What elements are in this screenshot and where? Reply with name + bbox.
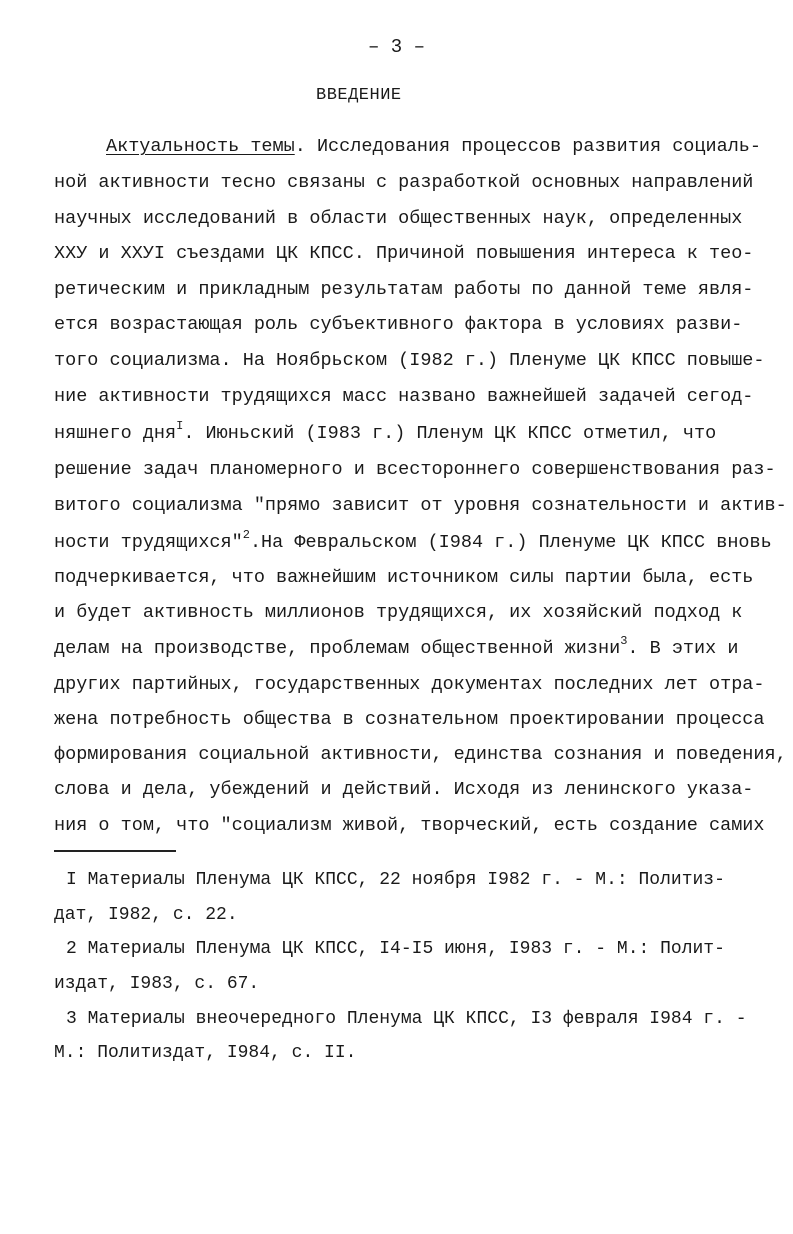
body-line: ется возрастающая роль субъективного фактора в условиях разви- [54,314,743,335]
footnote-ref-2: 2 [242,528,250,542]
footnote-3-line-2: М.: Политиздат, I984, с. II. [54,1043,357,1063]
body-line: ния о том, что "социализм живой, творческий, есть создание самих [54,815,765,836]
footnote-ref-1: I [176,419,184,433]
body-line: формирования социальной активности, единства сознания и поведения, [54,744,787,765]
body-line: других партийных, государственных документах последних лет отра- [54,674,765,695]
body-line-9: няшнего дня$^I$. Июньский (I983 г.) Пленум ЦК КПСС отметил, что [54,419,717,444]
topic-lead: Актуальность темы [106,136,295,157]
body-line: и будет активность миллионов трудящихся, их хозяйский подход к [54,602,743,623]
page-number: – 3 – [367,36,425,58]
footnote-2-line-1: 2 Материалы Пленума ЦК КПСС, I4-I5 июня, I983 г. - М.: Полит- [66,939,725,959]
body-line: того социализма. На Ноябрьском (I982 г.) Пленуме ЦК КПСС повыше- [54,350,765,371]
body-line: витого социализма "прямо зависит от уровня сознательности и актив- [54,495,787,516]
footnote-1-line-2: дат, I982, с. 22. [54,905,238,925]
body-line: ной активности тесно связаны с разработкой основных направлений [54,172,754,193]
body-line-12: ности трудящихся"$^2$.На Февральском (I984 г.) Пленуме ЦК КПСС вновь [54,528,772,553]
body-line: научных исследований в области общественных наук, определенных [54,208,743,229]
footnote-1-line-1: I Материалы Пленума ЦК КПСС, 22 ноября I982 г. - М.: Политиз- [66,870,725,890]
footnote-separator [54,850,176,852]
body-line-15: делам на производстве, проблемам общественной жизни$^3$. В этих и [54,634,739,659]
body-line: ретическим и прикладным результатам работы по данной теме явля- [54,279,754,300]
body-line: подчеркивается, что важнейшим источником силы партии была, есть [54,567,754,588]
footnote-3-line-1: 3 Материалы внеочередного Пленума ЦК КПСС, I3 февраля I984 г. - [66,1009,747,1029]
body-line: решение задач планомерного и всестороннего совершенствования раз- [54,459,776,480]
footnote-2-line-2: издат, I983, с. 67. [54,974,260,994]
section-heading: ВВЕДЕНИЕ [316,86,402,105]
body-line: жена потребность общества в сознательном проектировании процесса [54,709,765,730]
body-line: ние активности трудящихся масс названо важнейшей задачей сегод- [54,386,754,407]
body-line: ХХУ и ХХУI съездами ЦК КПСС. Причиной повышения интереса к тео- [54,243,754,264]
body-line-1: Актуальность темы. Исследования процессов развития социаль- [106,136,762,157]
body-line: слова и дела, убеждений и действий. Исходя из ленинского указа- [54,779,754,800]
footnote-ref-3: 3 [620,634,628,648]
